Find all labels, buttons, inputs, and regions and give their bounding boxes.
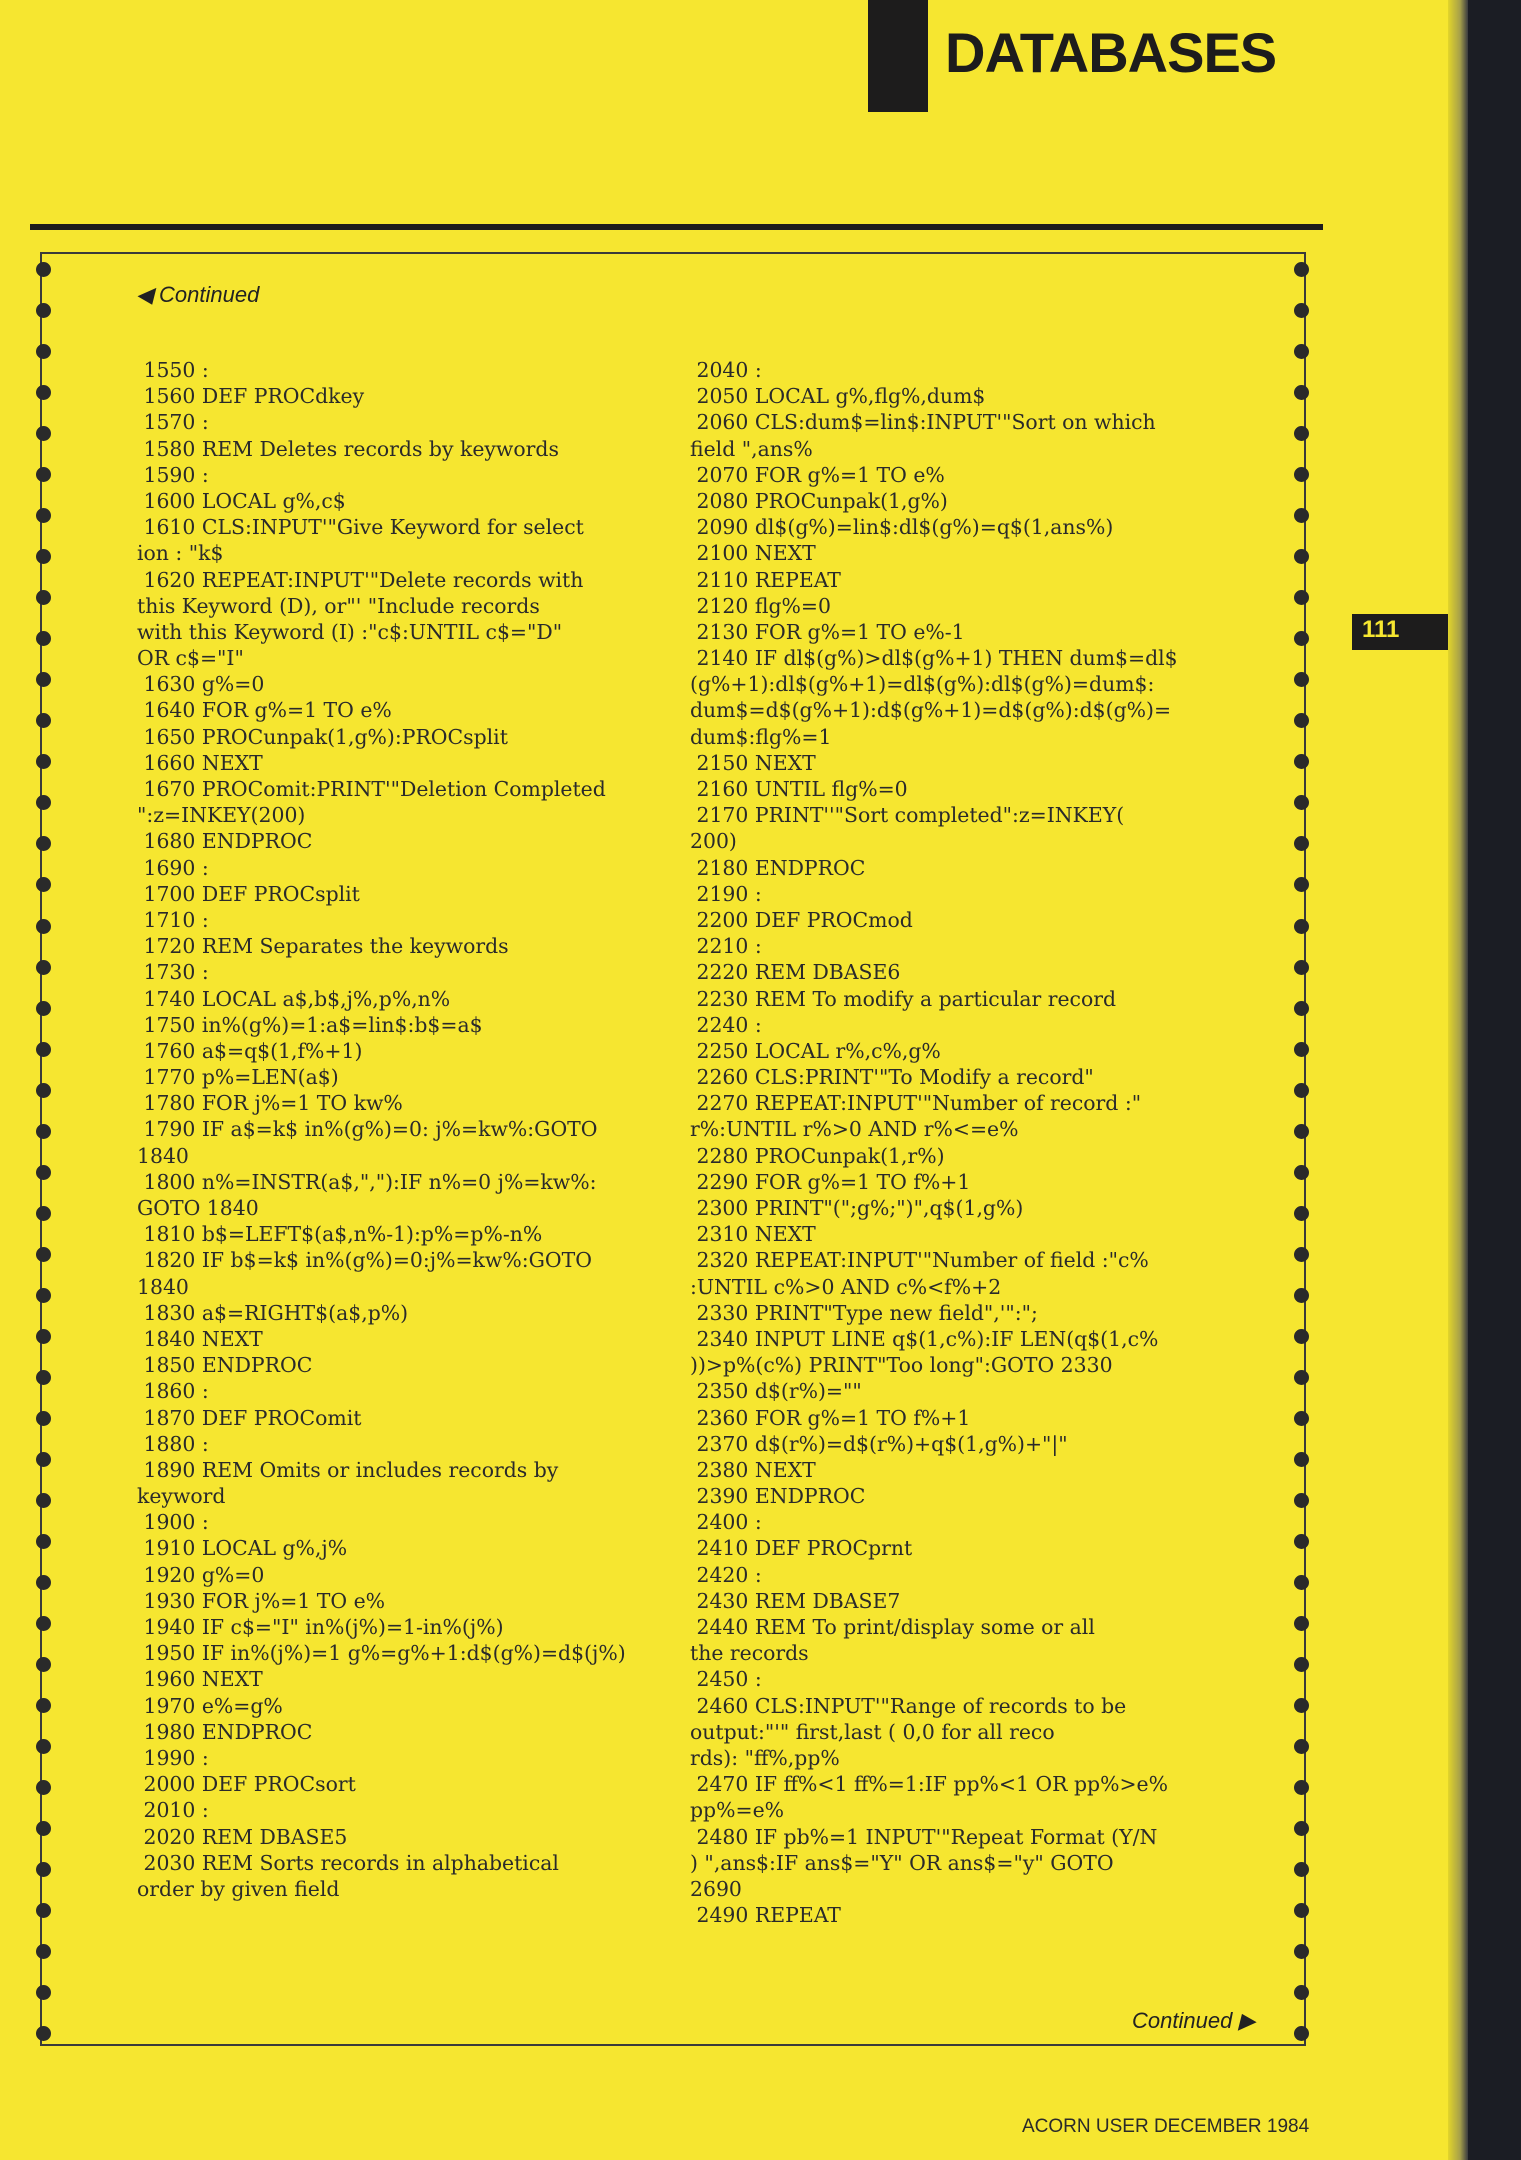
code-line: 2300 PRINT"(";g%;")",q$(1,g%) <box>690 1196 1024 1220</box>
sprocket-hole <box>36 549 51 564</box>
code-line: dum$=d$(g%+1):d$(g%+1)=d$(g%):d$(g%)= <box>690 698 1172 723</box>
code-line: 1790 IF a$=k$ in%(g%)=0: j%=kw%:GOTO <box>137 1117 598 1142</box>
sprocket-hole <box>36 960 51 975</box>
code-line: 1740 LOCAL a$,b$,j%,p%,n% <box>137 986 451 1011</box>
code-line: 2440 REM To print/display some or all <box>690 1615 1095 1639</box>
code-line: 2690 <box>690 1876 742 1901</box>
sprocket-hole <box>1294 1411 1309 1426</box>
code-line: 1800 n%=INSTR(a$,","):IF n%=0 j%=kw%: <box>137 1169 597 1194</box>
sprocket-hole <box>1294 1698 1309 1713</box>
code-line: 1600 LOCAL g%,c$ <box>137 488 346 513</box>
sprocket-hole <box>36 1001 51 1016</box>
code-line: 2310 NEXT <box>690 1222 816 1247</box>
code-line: order by given field <box>137 1876 340 1901</box>
sprocket-hole <box>1294 1534 1309 1549</box>
code-line: 2220 REM DBASE6 <box>690 960 901 985</box>
header-bar <box>868 0 928 112</box>
header-rule <box>30 224 1323 230</box>
code-line: rds): "ff%,pp% <box>690 1745 840 1770</box>
code-line: 1640 FOR g%=1 TO e% <box>137 698 392 723</box>
code-line: 2030 REM Sorts records in alphabetical <box>137 1850 559 1875</box>
sprocket-hole <box>36 1903 51 1918</box>
code-line: ":z=INKEY(200) <box>137 803 306 828</box>
code-line: 1820 IF b$=k$ in%(g%)=0:j%=kw%:GOTO <box>137 1248 592 1273</box>
sprocket-hole <box>36 1411 51 1426</box>
code-line: 2170 PRINT''"Sort completed":z=INKEY( <box>690 803 1125 828</box>
code-line: the records <box>690 1641 809 1666</box>
sprocket-hole <box>36 631 51 646</box>
sprocket-hole <box>36 1821 51 1836</box>
sprocket-hole <box>36 508 51 523</box>
code-line: 1630 g%=0 <box>137 672 265 697</box>
code-listing-right <box>690 357 1178 1928</box>
sprocket-holes-right <box>1294 262 1316 2042</box>
sprocket-hole <box>36 1247 51 1262</box>
code-line: 1650 PROCunpak(1,g%):PROCsplit <box>137 724 508 749</box>
code-line: 1830 a$=RIGHT$(a$,p%) <box>137 1300 409 1325</box>
sprocket-hole <box>36 1452 51 1467</box>
code-line: 1690 : <box>137 855 209 880</box>
sprocket-hole <box>1294 919 1309 934</box>
code-line: field ",ans% <box>690 436 813 461</box>
code-line: 2490 REPEAT <box>690 1903 841 1928</box>
code-line: 2320 REPEAT:INPUT'"Number of field :"c% <box>690 1248 1149 1273</box>
sprocket-hole <box>36 1083 51 1098</box>
code-line: 2280 PROCunpak(1,r%) <box>690 1143 945 1168</box>
code-line: 2190 : <box>690 881 762 906</box>
code-line: 1810 b$=LEFT$(a$,n%-1):p%=p%-n% <box>137 1222 543 1247</box>
page-edge <box>1448 0 1468 2160</box>
sprocket-hole <box>1294 754 1309 769</box>
code-line: (g%+1):dl$(g%+1)=dl$(g%):dl$(g%)=dum$: <box>690 672 1155 697</box>
continued-from-text: Continued <box>159 282 260 307</box>
code-line: 2120 flg%=0 <box>690 593 831 618</box>
page-number: 111 <box>1362 616 1400 643</box>
code-line: 1980 ENDPROC <box>137 1719 313 1744</box>
code-line: 1710 : <box>137 907 209 932</box>
sprocket-hole <box>1294 1083 1309 1098</box>
code-line: 2130 FOR g%=1 TO e%-1 <box>690 619 965 644</box>
code-line: 2180 ENDPROC <box>690 855 866 880</box>
sprocket-hole <box>1294 960 1309 975</box>
code-line: output:"'" first,last ( 0,0 for all reco <box>690 1719 1055 1744</box>
sprocket-hole <box>1294 590 1309 605</box>
sprocket-hole <box>1294 1862 1309 1877</box>
sprocket-hole <box>1294 344 1309 359</box>
sprocket-hole <box>1294 713 1309 728</box>
code-line: 1840 <box>137 1274 189 1299</box>
sprocket-hole <box>1294 877 1309 892</box>
sprocket-hole <box>36 713 51 728</box>
sprocket-hole <box>1294 1206 1309 1221</box>
code-line: 1590 : <box>137 462 209 487</box>
sprocket-hole <box>36 2026 51 2041</box>
sprocket-hole <box>36 1534 51 1549</box>
sprocket-hole <box>1294 1739 1309 1754</box>
code-line: 2250 LOCAL r%,c%,g% <box>690 1038 941 1063</box>
sprocket-hole <box>36 426 51 441</box>
sprocket-hole <box>1294 1329 1309 1344</box>
sprocket-hole <box>1294 303 1309 318</box>
code-line: 1890 REM Omits or includes records by <box>137 1457 559 1482</box>
sprocket-hole <box>36 836 51 851</box>
footer-credit: ACORN USER DECEMBER 1984 <box>1022 2116 1310 2137</box>
sprocket-hole <box>36 1370 51 1385</box>
code-line: 2060 CLS:dum$=lin$:INPUT'"Sort on which <box>690 410 1156 435</box>
code-line: keyword <box>137 1484 226 1509</box>
code-line: 2470 IF ff%<1 ff%=1:IF pp%<1 OR pp%>e% <box>690 1772 1168 1797</box>
code-line: 1700 DEF PROCsplit <box>137 881 360 906</box>
sprocket-hole <box>36 1657 51 1672</box>
sprocket-hole <box>1294 426 1309 441</box>
code-line: 2360 FOR g%=1 TO f%+1 <box>690 1405 971 1430</box>
code-line: 2380 NEXT <box>690 1457 816 1482</box>
sprocket-hole <box>36 1288 51 1303</box>
sprocket-hole <box>1294 1124 1309 1139</box>
code-line: 200) <box>690 829 737 854</box>
code-line: r%:UNTIL r%>0 AND r%<=e% <box>690 1117 1019 1142</box>
code-line: 1920 g%=0 <box>137 1562 265 1587</box>
sprocket-hole <box>36 1575 51 1590</box>
sprocket-hole <box>36 262 51 277</box>
sprocket-hole <box>36 1739 51 1754</box>
sprocket-hole <box>1294 508 1309 523</box>
code-line: 2160 UNTIL flg%=0 <box>690 777 908 801</box>
code-line: pp%=e% <box>690 1798 785 1823</box>
code-line: 2050 LOCAL g%,flg%,dum$ <box>690 384 986 409</box>
sprocket-hole <box>36 385 51 400</box>
code-line: 2480 IF pb%=1 INPUT'"Repeat Format (Y/N <box>690 1824 1158 1849</box>
sprocket-hole <box>1294 836 1309 851</box>
code-listing-left <box>137 357 626 1902</box>
code-line: 2200 DEF PROCmod <box>690 907 913 932</box>
code-line: 2420 : <box>690 1562 762 1587</box>
code-line: 2020 REM DBASE5 <box>137 1824 348 1849</box>
sprocket-hole <box>1294 1452 1309 1467</box>
continued-from-label: ◀ Continued <box>136 282 260 307</box>
background-edge <box>1468 0 1521 2160</box>
code-line: 1670 PROComit:PRINT'"Deletion Completed <box>137 777 606 801</box>
code-line: 1660 NEXT <box>137 750 263 775</box>
code-line: 1550 : <box>137 358 209 382</box>
sprocket-hole <box>36 1944 51 1959</box>
sprocket-hole <box>36 1493 51 1508</box>
code-line: 1840 NEXT <box>137 1326 263 1351</box>
sprocket-hole <box>1294 2026 1309 2041</box>
code-line: dum$:flg%=1 <box>690 724 832 749</box>
sprocket-holes-left <box>36 262 58 2042</box>
code-line: ) ",ans$:IF ans$="Y" OR ans$="y" GOTO <box>690 1850 1114 1875</box>
code-line: 1930 FOR j%=1 TO e% <box>137 1588 386 1613</box>
sprocket-hole <box>1294 1001 1309 1016</box>
sprocket-hole <box>36 1206 51 1221</box>
code-line: 2350 d$(r%)="" <box>690 1379 862 1404</box>
code-line: 2390 ENDPROC <box>690 1484 866 1509</box>
code-line: 1940 IF c$="I" in%(j%)=1-in%(j%) <box>137 1615 504 1639</box>
code-line: 2080 PROCunpak(1,g%) <box>690 488 948 513</box>
code-line: 1860 : <box>137 1379 209 1404</box>
code-line: 2400 : <box>690 1510 762 1535</box>
code-line: 1620 REPEAT:INPUT'"Delete records with <box>137 567 584 592</box>
sprocket-hole <box>36 1042 51 1057</box>
code-line: 1770 p%=LEN(a$) <box>137 1065 339 1090</box>
code-line: 2260 CLS:PRINT'"To Modify a record" <box>690 1065 1094 1090</box>
code-line: 1900 : <box>137 1510 209 1535</box>
sprocket-hole <box>36 303 51 318</box>
code-line: 1850 ENDPROC <box>137 1353 313 1378</box>
code-line: 1570 : <box>137 410 209 435</box>
sprocket-hole <box>36 1329 51 1344</box>
sprocket-hole <box>1294 549 1309 564</box>
sprocket-hole <box>36 344 51 359</box>
sprocket-hole <box>36 877 51 892</box>
code-line: 2330 PRINT"Type new field",'":"; <box>690 1300 1038 1325</box>
code-line: :UNTIL c%>0 AND c%<f%+2 <box>690 1274 1002 1299</box>
sprocket-hole <box>1294 262 1309 277</box>
sprocket-hole <box>1294 1370 1309 1385</box>
sprocket-hole <box>1294 1903 1309 1918</box>
code-line: 2110 REPEAT <box>690 567 841 592</box>
code-line: 2230 REM To modify a particular record <box>690 986 1117 1011</box>
sprocket-hole <box>1294 1944 1309 1959</box>
code-line: 1720 REM Separates the keywords <box>137 934 509 959</box>
code-line: 2370 d$(r%)=d$(r%)+q$(1,g%)+"|" <box>690 1431 1068 1456</box>
sprocket-hole <box>36 795 51 810</box>
code-line: 2140 IF dl$(g%)>dl$(g%+1) THEN dum$=dl$ <box>690 646 1178 671</box>
code-line: 1880 : <box>137 1431 209 1456</box>
sprocket-hole <box>1294 1165 1309 1180</box>
code-line: 1730 : <box>137 960 209 985</box>
code-line: 1990 : <box>137 1745 209 1770</box>
code-line: 1760 a$=q$(1,f%+1) <box>137 1038 363 1063</box>
sprocket-hole <box>36 1616 51 1631</box>
code-line: 2270 REPEAT:INPUT'"Number of record :" <box>690 1091 1142 1116</box>
sprocket-hole <box>1294 1493 1309 1508</box>
code-line: 1970 e%=g% <box>137 1693 283 1718</box>
sprocket-hole <box>1294 1985 1309 2000</box>
code-line: 2430 REM DBASE7 <box>690 1588 901 1613</box>
sprocket-hole <box>1294 1042 1309 1057</box>
code-line: 2450 : <box>690 1667 762 1692</box>
sprocket-hole <box>1294 795 1309 810</box>
sprocket-hole <box>1294 1780 1309 1795</box>
code-line: 1870 DEF PROComit <box>137 1405 362 1430</box>
sprocket-hole <box>36 1862 51 1877</box>
sprocket-hole <box>36 672 51 687</box>
section-title: DATABASES <box>945 21 1277 84</box>
sprocket-hole <box>1294 1247 1309 1262</box>
code-line: 1910 LOCAL g%,j% <box>137 1536 348 1561</box>
sprocket-hole <box>1294 631 1309 646</box>
sprocket-hole <box>36 590 51 605</box>
sprocket-hole <box>36 1165 51 1180</box>
code-line: OR c$="I" <box>137 646 244 671</box>
code-line: ))>p%(c%) PRINT"Too long":GOTO 2330 <box>690 1353 1113 1378</box>
code-line: 2460 CLS:INPUT'"Range of records to be <box>690 1693 1127 1718</box>
sprocket-hole <box>36 1985 51 2000</box>
sprocket-hole <box>1294 672 1309 687</box>
sprocket-hole <box>36 1124 51 1139</box>
code-line: 2240 : <box>690 1012 762 1037</box>
sprocket-hole <box>1294 1575 1309 1590</box>
code-line: 2040 : <box>690 358 762 382</box>
code-line: 2100 NEXT <box>690 541 816 566</box>
code-line: 1680 ENDPROC <box>137 829 313 854</box>
code-line: this Keyword (D), or"' "Include records <box>137 593 540 618</box>
sprocket-hole <box>36 754 51 769</box>
sprocket-hole <box>1294 467 1309 482</box>
code-line: 1560 DEF PROCdkey <box>137 384 365 409</box>
sprocket-hole <box>1294 1657 1309 1672</box>
sprocket-hole <box>1294 1821 1309 1836</box>
code-line: 2010 : <box>137 1798 209 1823</box>
code-line: 2000 DEF PROCsort <box>137 1772 356 1797</box>
code-line: 1950 IF in%(j%)=1 g%=g%+1:d$(g%)=d$(j%) <box>137 1641 626 1666</box>
code-line: 2090 dl$(g%)=lin$:dl$(g%)=q$(1,ans%) <box>690 515 1114 540</box>
sprocket-hole <box>1294 385 1309 400</box>
sprocket-hole <box>1294 1288 1309 1303</box>
code-line: 1780 FOR j%=1 TO kw% <box>137 1091 403 1116</box>
code-line: 2410 DEF PROCprnt <box>690 1536 913 1561</box>
code-line: 1610 CLS:INPUT'"Give Keyword for select <box>137 515 584 540</box>
sprocket-hole <box>36 467 51 482</box>
sprocket-hole <box>1294 1616 1309 1631</box>
code-line: GOTO 1840 <box>137 1196 259 1220</box>
sprocket-hole <box>36 919 51 934</box>
continued-next-text: Continued <box>1132 2008 1233 2033</box>
code-line: 2210 : <box>690 934 762 959</box>
code-line: with this Keyword (I) :"c$:UNTIL c$="D" <box>137 619 563 644</box>
code-line: 1960 NEXT <box>137 1667 263 1692</box>
code-line: ion : "k$ <box>137 541 224 566</box>
sprocket-hole <box>36 1698 51 1713</box>
code-line: 1840 <box>137 1143 189 1168</box>
continued-next-label: Continued ▶ <box>1132 2008 1256 2033</box>
code-line: 1580 REM Deletes records by keywords <box>137 436 559 461</box>
code-line: 2340 INPUT LINE q$(1,c%):IF LEN(q$(1,c% <box>690 1326 1159 1351</box>
sprocket-hole <box>36 1780 51 1795</box>
code-line: 2070 FOR g%=1 TO e% <box>690 462 945 487</box>
code-line: 2290 FOR g%=1 TO f%+1 <box>690 1169 971 1194</box>
code-line: 2150 NEXT <box>690 750 816 775</box>
code-line: 1750 in%(g%)=1:a$=lin$:b$=a$ <box>137 1012 483 1037</box>
